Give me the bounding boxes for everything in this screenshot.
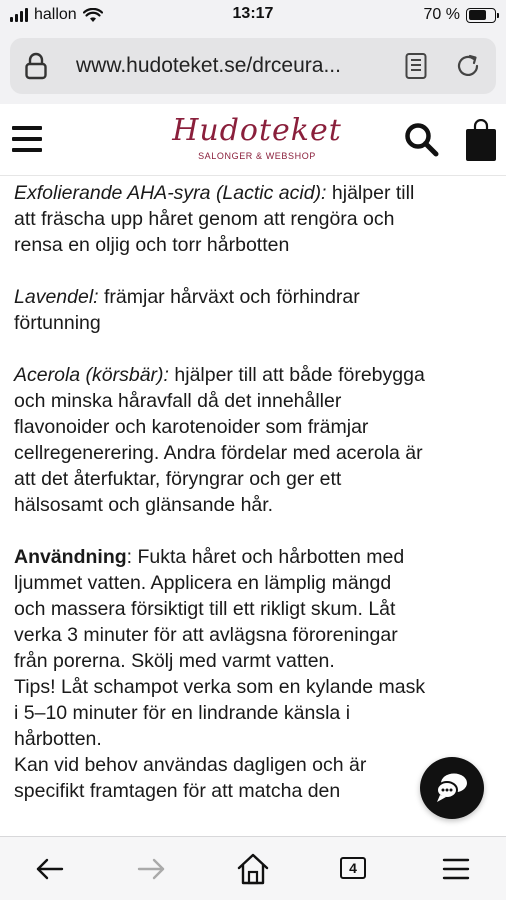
text-span: främjar hårväxt och förhindrar (98, 286, 360, 308)
text-line: specifikt framtagen för att matcha den (14, 780, 341, 802)
clock: 13:17 (232, 5, 274, 22)
battery-fill (469, 10, 486, 20)
ingredient-aha (14, 180, 496, 258)
search-icon[interactable] (404, 122, 440, 158)
battery-icon (466, 8, 496, 23)
browser-toolbar (0, 836, 506, 900)
text-line: förtunning (14, 312, 101, 334)
text-line: och massera försiktigt till ett rikligt skum. Låt (14, 598, 396, 620)
text-span: hjälper till (326, 182, 415, 204)
ingredient-label: Lavendel: (14, 286, 99, 308)
url-field[interactable] (10, 38, 496, 94)
tabs-button[interactable] (334, 851, 374, 887)
bag-icon[interactable] (465, 119, 497, 163)
ingredient-label: Exfolierande AHA-syra (Lactic acid): (14, 182, 327, 204)
usage-label: Användning (14, 546, 127, 568)
battery-percent: 70 % (423, 6, 460, 23)
text-line: hälsosamt och glänsande hår. (14, 494, 274, 516)
home-icon (233, 851, 273, 887)
text-line: i 5–10 minuter för en lindrande känsla i (14, 702, 351, 724)
ingredient-acerola (14, 362, 496, 518)
text-line: verka 3 minuter för att avlägsna föroreningar (14, 624, 398, 646)
text-span: : Fukta håret och hårbotten med (126, 546, 405, 568)
text-line: cellregenerering. Andra fördelar med acerola är (14, 442, 423, 464)
text-line (14, 544, 496, 570)
text-line (14, 180, 496, 206)
usage-section (14, 544, 496, 804)
menu-icon (436, 851, 476, 887)
reload-icon[interactable] (454, 52, 482, 80)
chat-icon (434, 771, 470, 805)
home-button[interactable] (233, 851, 273, 887)
text-line: Tips! Låt schampot verka som en kylande mask (14, 676, 426, 698)
back-icon (30, 851, 70, 887)
ingredient-lavendel (14, 284, 496, 336)
chat-button[interactable] (420, 757, 484, 819)
status-right (424, 5, 496, 25)
browser-url-area (0, 30, 506, 104)
text-line: hårbotten. (14, 728, 102, 750)
text-line (14, 284, 496, 310)
text-line (14, 362, 496, 388)
carrier-name: hallon (34, 6, 77, 23)
text-line: Kan vid behov användas dagligen och är (14, 754, 367, 776)
product-description (14, 180, 496, 830)
text-line: från porerna. Skölj med varmt vatten. (14, 650, 335, 672)
text-line: rensa en oljig och torr hårbotten (14, 234, 290, 256)
url-text[interactable]: www.hudoteket.se/drceura... (76, 54, 341, 77)
menu-button[interactable] (436, 851, 476, 887)
logo-text: Hudoteket (172, 113, 342, 148)
site-header (0, 104, 506, 176)
logo-tagline: SALONGER & WEBSHOP (198, 151, 316, 161)
site-logo[interactable] (152, 114, 362, 168)
reader-icon[interactable] (404, 52, 428, 80)
text-span: hjälper till att både förebygga (168, 364, 425, 386)
text-line: flavonoider och karotenoider som främjar (14, 416, 369, 438)
forward-button[interactable] (131, 851, 171, 887)
tabs-icon: 4 (340, 857, 366, 879)
lock-icon (24, 52, 48, 80)
back-button[interactable] (30, 851, 70, 887)
ingredient-label: Acerola (körsbär): (14, 364, 169, 386)
status-bar (0, 0, 506, 30)
text-line: att fräscha upp håret genom att rengöra och (14, 208, 395, 230)
hamburger-icon[interactable] (12, 126, 42, 152)
forward-icon (131, 851, 171, 887)
text-line: ljummet vatten. Applicera en lämplig mängd (14, 572, 392, 594)
text-line: och minska håravfall då det innehåller (14, 390, 342, 412)
text-line: att det återfuktar, föryngrar och ger ett (14, 468, 342, 490)
